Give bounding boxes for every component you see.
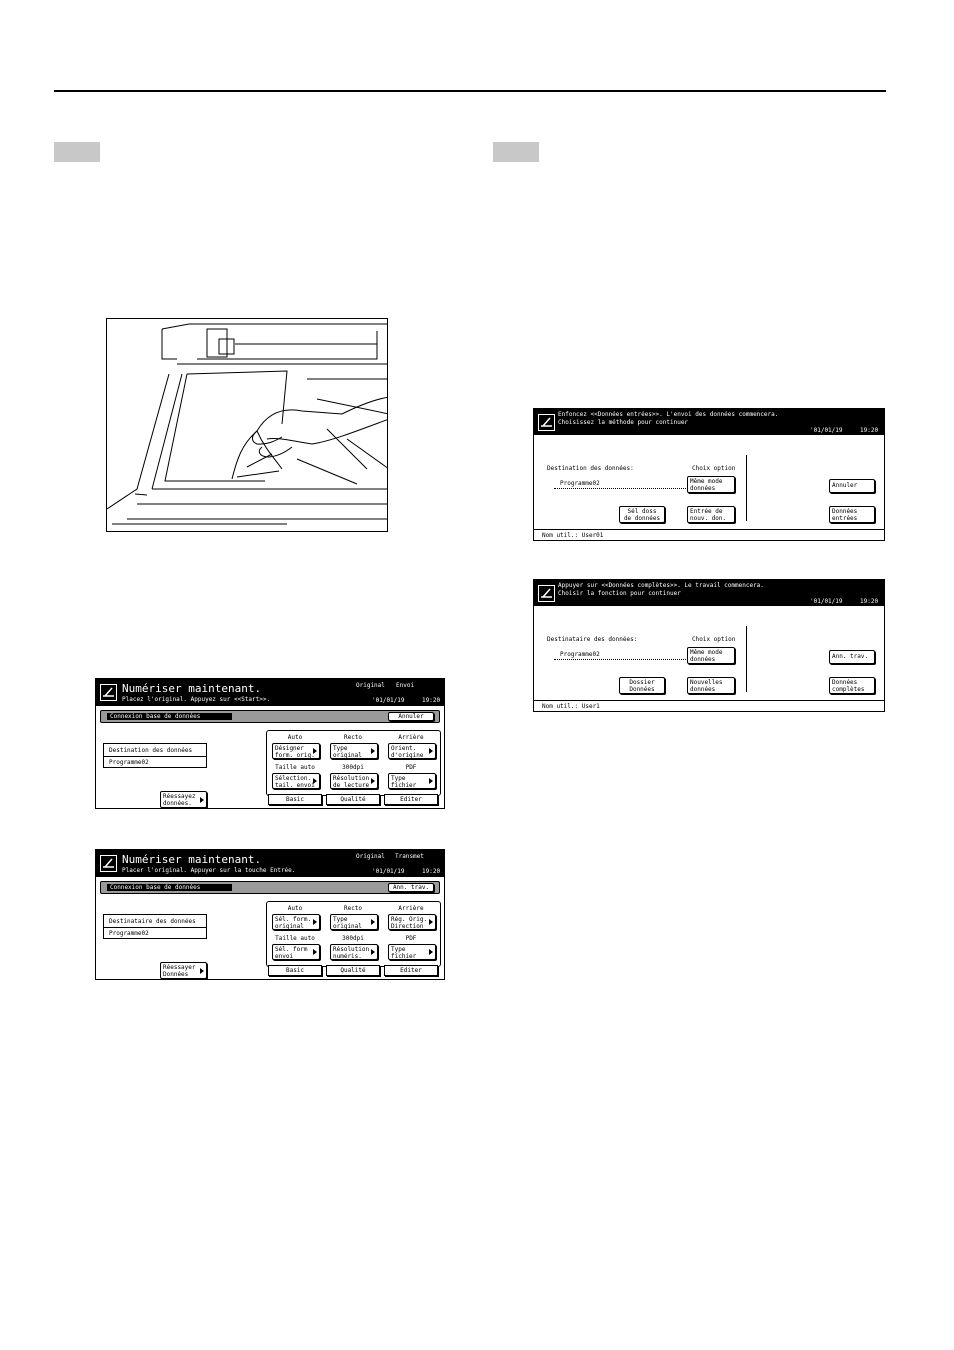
divider xyxy=(746,626,747,692)
resolution-button[interactable] xyxy=(330,773,378,789)
data-entered-button[interactable] xyxy=(829,506,875,523)
message-line-1: Enfoncez <<Données entrées>>. L'envoi des données commencera. xyxy=(558,411,779,418)
btn-line: fichier xyxy=(391,782,417,789)
btn-line: original xyxy=(333,923,362,930)
resolution-value: 300dpi xyxy=(342,935,364,942)
data-folder-button[interactable] xyxy=(619,677,665,694)
send-size-button[interactable] xyxy=(272,773,320,789)
select-data-folder-button[interactable] xyxy=(619,506,665,523)
screen-header xyxy=(96,679,444,706)
btn-line: Sél. form. xyxy=(275,916,312,923)
file-type-value: PDF xyxy=(405,764,417,771)
btn-line: nouv. don. xyxy=(690,515,727,522)
btn-line: fichier xyxy=(391,953,417,960)
option-label: Choix option xyxy=(692,636,736,643)
screen-scan-now-b xyxy=(95,849,445,980)
btn-line: Entrée de xyxy=(690,508,723,515)
retry-line-1: Réessayer xyxy=(163,964,196,971)
screen-subtitle: Placer l'original. Appuyer sur la touche Entrée. xyxy=(122,867,296,874)
btn-line: Données xyxy=(629,686,655,693)
orientation-button[interactable] xyxy=(388,914,436,930)
mode-original: Original xyxy=(356,682,385,689)
divider xyxy=(746,455,747,521)
mode-send: Envoi xyxy=(396,682,415,689)
placing-original-drawing xyxy=(107,319,388,532)
screen-title: Numériser maintenant. xyxy=(122,682,262,695)
date-label: '01/01/19 xyxy=(810,598,843,605)
btn-line: d'origine xyxy=(391,752,424,759)
cancel-job-button[interactable]: Ann. trav. xyxy=(388,883,434,892)
btn-line: envoi xyxy=(275,953,294,960)
scanner-icon xyxy=(100,855,117,872)
screen-data-complete xyxy=(533,579,885,712)
btn-line: Nouvelles xyxy=(690,679,723,686)
data-complete-button[interactable] xyxy=(829,677,875,694)
btn-line: form. orig. xyxy=(275,752,315,759)
connection-strip xyxy=(100,710,440,723)
mode-original: Original xyxy=(356,853,385,860)
send-size-button[interactable] xyxy=(272,944,320,960)
tab-basic[interactable]: Basic xyxy=(268,794,322,805)
settings-area xyxy=(266,901,441,967)
cancel-job-button[interactable]: Ann. trav. xyxy=(829,650,875,664)
destination-label: Destinataire des données xyxy=(109,918,196,925)
destination-value: Programme02 xyxy=(560,651,600,658)
destination-value: Programme02 xyxy=(560,480,600,487)
time-label: 19:20 xyxy=(422,868,441,875)
retry-line-1: Réessayez xyxy=(163,793,196,800)
btn-line: Même mode xyxy=(690,478,723,485)
cancel-button[interactable]: Annuler xyxy=(388,712,434,721)
btn-line: Données xyxy=(832,679,858,686)
destination-field xyxy=(103,743,207,768)
original-type-button[interactable] xyxy=(330,914,378,930)
resolution-value: 300dpi xyxy=(342,764,364,771)
original-size-value: Auto xyxy=(287,905,303,912)
scanner-icon xyxy=(538,585,555,602)
btn-line: original xyxy=(275,923,304,930)
destination-value: Programme02 xyxy=(109,930,149,937)
btn-line: Même mode xyxy=(690,649,723,656)
resolution-button[interactable] xyxy=(330,944,378,960)
retry-line-2: Données xyxy=(163,971,189,978)
destination-label: Destination des données: xyxy=(547,465,634,472)
screen-subtitle: Placez l'original. Appuyez sur <<Start>>. xyxy=(122,696,271,703)
screen-data-entered xyxy=(533,408,885,541)
orientation-value: Arrière xyxy=(398,734,424,741)
btn-line: Type xyxy=(333,745,348,752)
btn-line: Orient. xyxy=(391,745,417,752)
mode-send: Transmet xyxy=(395,853,424,860)
btn-line: données xyxy=(690,485,716,492)
tab-quality[interactable]: Qualité xyxy=(326,965,380,976)
time-label: 19:20 xyxy=(860,598,879,605)
step-marker-right xyxy=(493,142,539,162)
original-size-button[interactable] xyxy=(272,914,320,930)
settings-area xyxy=(266,730,441,796)
footer-divider xyxy=(534,700,884,701)
message-line-2: Choisissez la méthode pour continuer xyxy=(558,419,689,426)
new-data-entry-button[interactable] xyxy=(687,506,735,523)
btn-line: Type xyxy=(391,946,406,953)
destination-field xyxy=(103,914,207,939)
file-type-value: PDF xyxy=(405,935,417,942)
connection-strip xyxy=(100,881,440,894)
btn-line: original xyxy=(333,752,362,759)
tab-basic[interactable]: Basic xyxy=(268,965,322,976)
screen-title: Numériser maintenant. xyxy=(122,853,262,866)
tab-quality[interactable]: Qualité xyxy=(326,794,380,805)
btn-line: tail. envoi xyxy=(275,782,315,789)
btn-line: Dossier xyxy=(629,679,655,686)
btn-line: Type xyxy=(391,775,406,782)
btn-line: Données xyxy=(832,508,858,515)
btn-line: Désigner xyxy=(275,745,304,752)
step-marker-left xyxy=(54,142,100,162)
screen-scan-now-a xyxy=(95,678,445,809)
btn-line: complètes xyxy=(832,686,865,693)
time-label: 19:20 xyxy=(422,697,441,704)
btn-line: de données xyxy=(623,515,661,522)
btn-line: de lecture xyxy=(333,782,370,789)
retry-line-2: données. xyxy=(163,800,192,807)
destination-label: Destinataire des données: xyxy=(547,636,638,643)
option-label: Choix option xyxy=(692,465,736,472)
date-label: '01/01/19 xyxy=(372,868,405,875)
scanner-illustration xyxy=(106,318,388,532)
btn-line: données xyxy=(690,656,716,663)
original-size-value: Auto xyxy=(287,734,303,741)
message-line-1: Appuyer sur <<Données complètes>>. Le travail commencera. xyxy=(558,582,764,589)
btn-line: entrées xyxy=(832,515,858,522)
cancel-button[interactable]: Annuler xyxy=(829,479,875,493)
original-size-button[interactable] xyxy=(272,743,320,759)
user-name: Nom util.: User01 xyxy=(542,532,604,539)
footer-divider xyxy=(534,529,884,530)
send-size-value: Taille auto xyxy=(275,935,315,942)
btn-line: données xyxy=(690,686,716,693)
date-label: '01/01/19 xyxy=(810,427,843,434)
btn-line: Sél. form xyxy=(275,946,308,953)
destination-label: Destination des données xyxy=(109,747,193,754)
connection-label: Connexion base de données xyxy=(107,713,232,720)
file-type-button[interactable] xyxy=(388,773,436,789)
file-type-button[interactable] xyxy=(388,944,436,960)
header-rule xyxy=(54,90,886,92)
btn-line: Sél doss xyxy=(627,508,657,515)
retry-data-button[interactable] xyxy=(160,791,207,808)
date-label: '01/01/19 xyxy=(372,697,405,704)
screen-header xyxy=(534,580,884,606)
btn-line: numéris. xyxy=(333,953,362,960)
btn-line: Sélection. xyxy=(275,775,312,782)
btn-line: Rég. Orig. xyxy=(391,916,428,923)
message-line-2: Choisir la fonction pour continuer xyxy=(558,590,681,597)
btn-line: Type xyxy=(333,916,348,923)
connection-label: Connexion base de données xyxy=(107,884,232,891)
btn-line: Résolution xyxy=(333,775,370,782)
orientation-button[interactable] xyxy=(388,743,436,759)
time-label: 19:20 xyxy=(860,427,879,434)
send-size-value: Taille auto xyxy=(275,764,315,771)
orientation-value: Arrière xyxy=(398,905,424,912)
tab-edit[interactable]: Editer xyxy=(384,794,438,805)
same-mode-data-button[interactable] xyxy=(687,476,735,493)
scanner-icon xyxy=(100,684,117,701)
screen-header xyxy=(96,850,444,877)
destination-leader xyxy=(554,659,686,660)
tab-edit[interactable]: Editer xyxy=(384,965,438,976)
retry-data-button[interactable] xyxy=(160,962,207,979)
destination-leader xyxy=(554,488,686,489)
scanner-icon xyxy=(538,414,555,431)
new-data-button[interactable] xyxy=(687,677,735,694)
destination-value: Programme02 xyxy=(109,759,149,766)
original-type-value: Recto xyxy=(343,905,363,912)
user-name: Nom util.: User1 xyxy=(542,703,600,710)
btn-line: Direction xyxy=(391,923,424,930)
screen-header xyxy=(534,409,884,435)
same-mode-data-button[interactable] xyxy=(687,647,735,664)
original-type-button[interactable] xyxy=(330,743,378,759)
original-type-value: Recto xyxy=(343,734,363,741)
btn-line: Résolution xyxy=(333,946,370,953)
